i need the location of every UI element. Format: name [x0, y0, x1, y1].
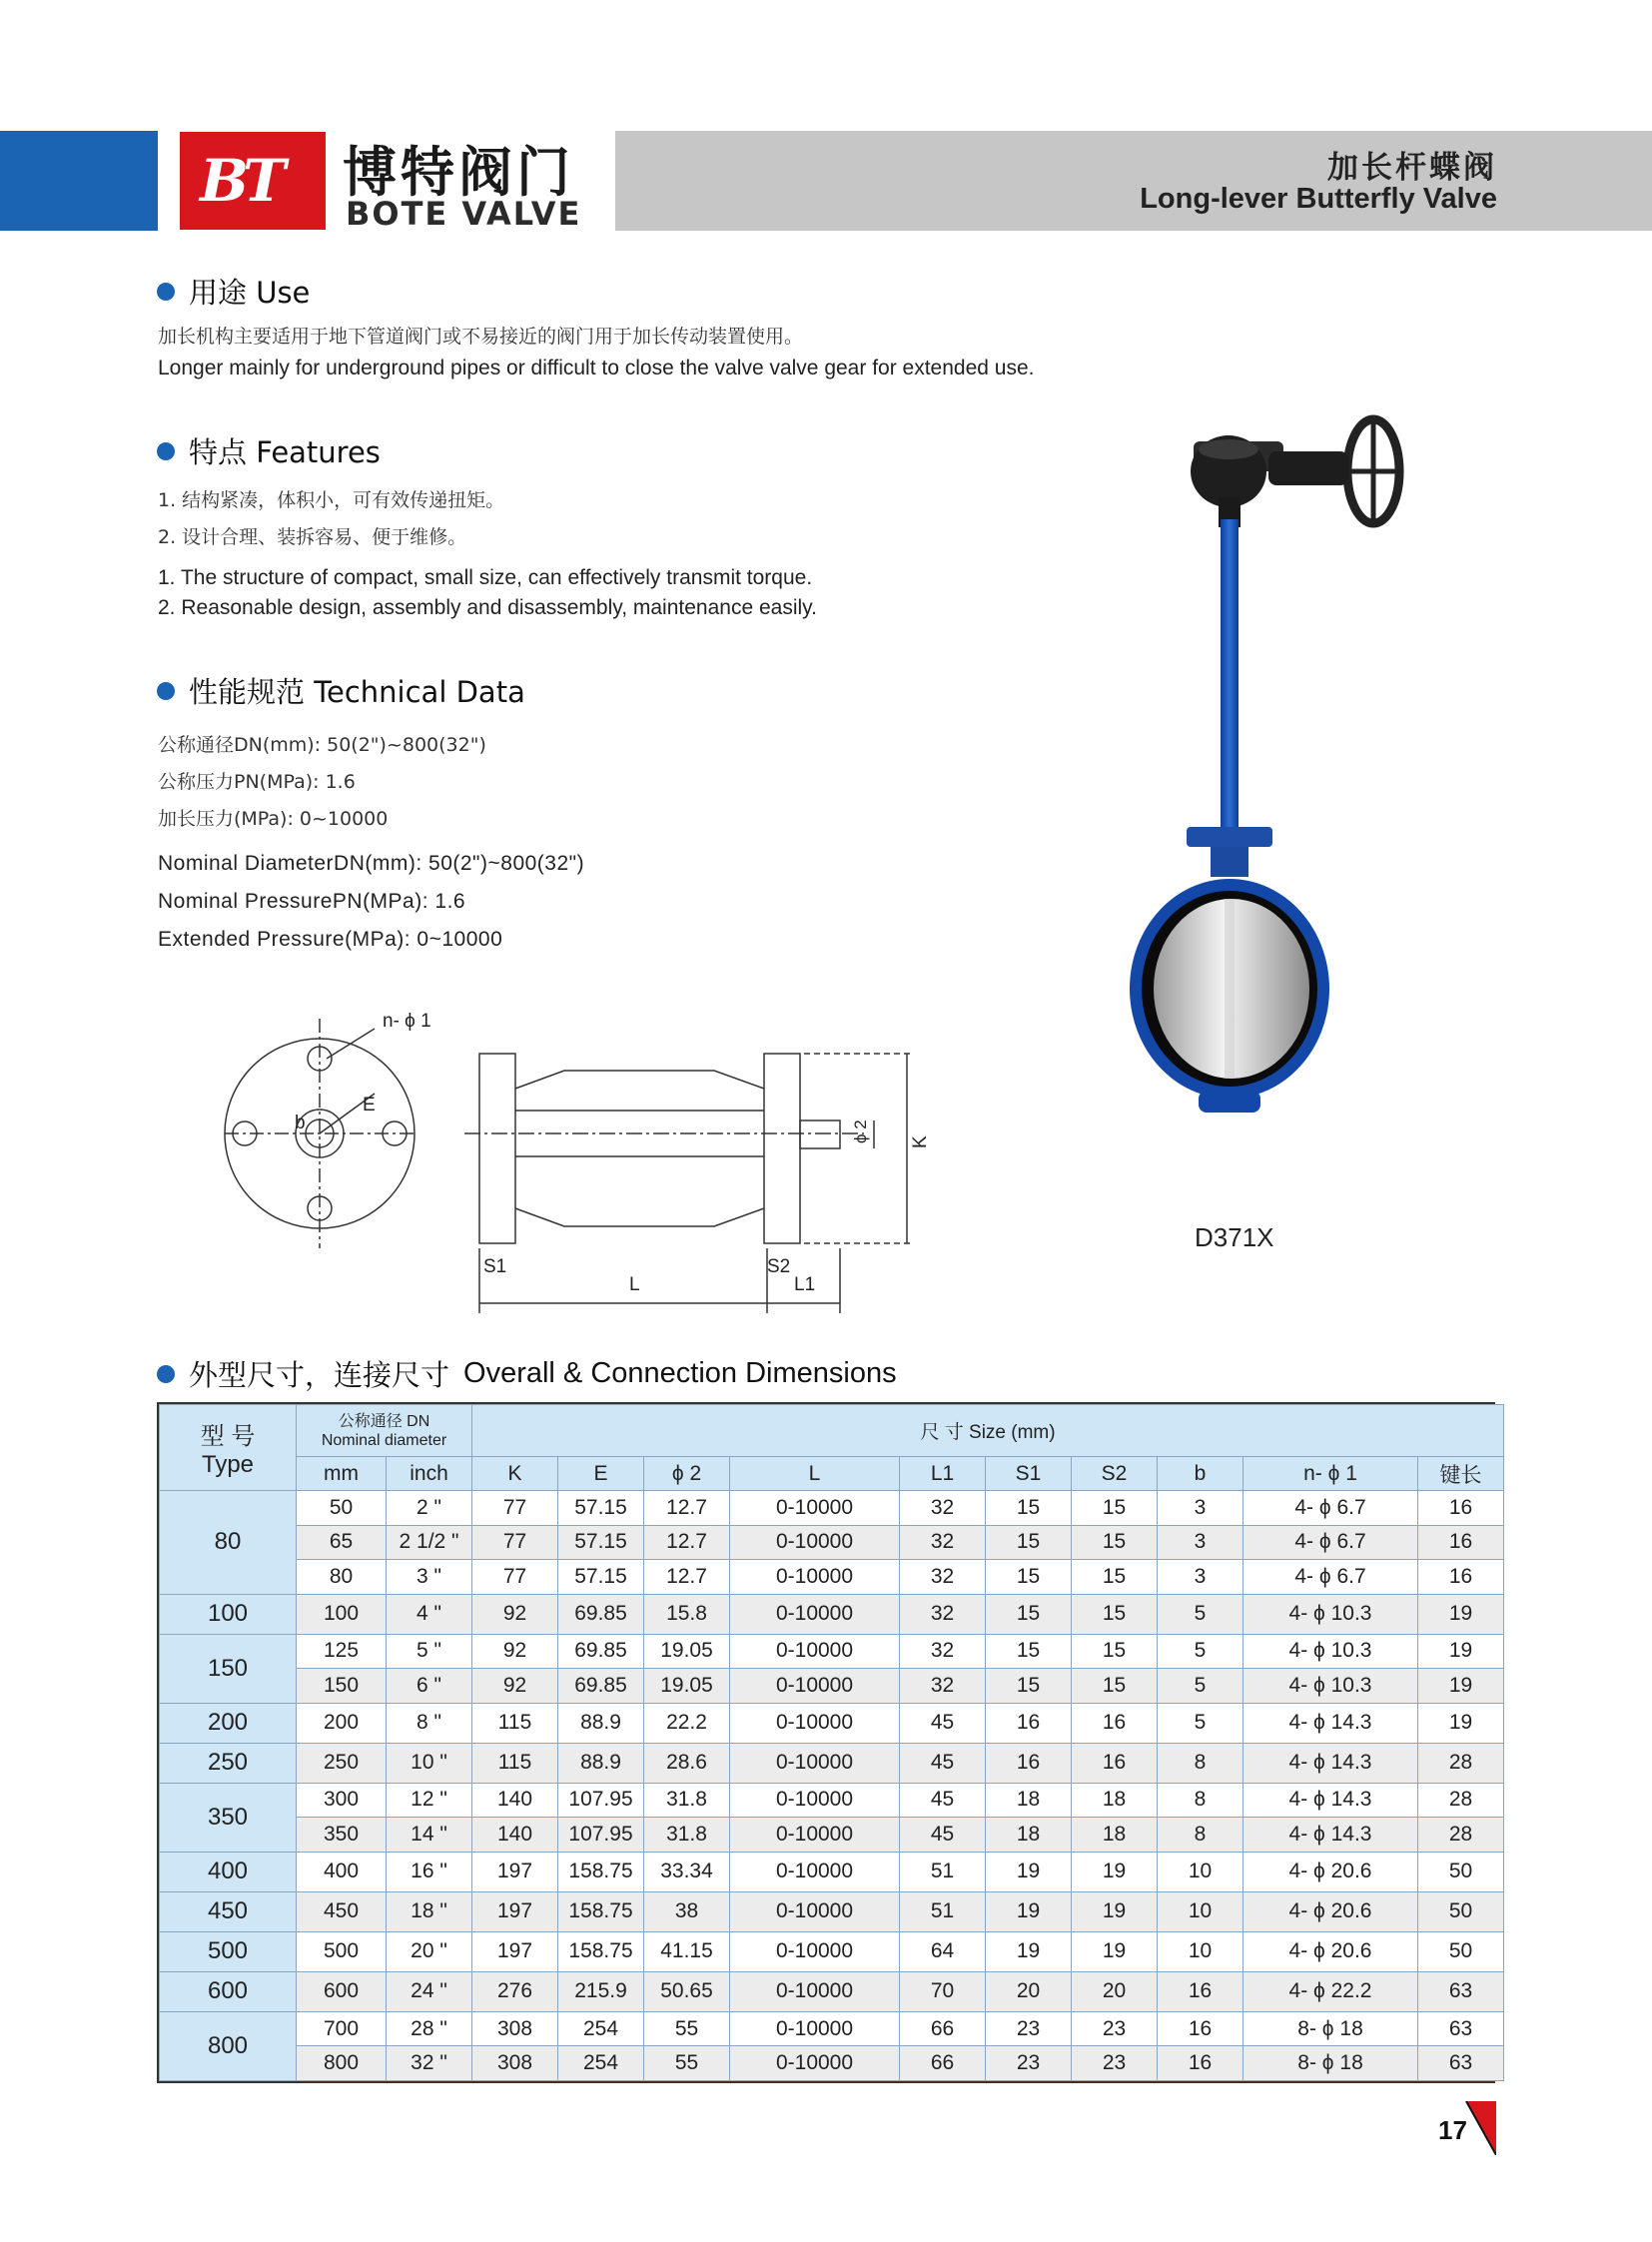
table-cell: 65 [297, 1525, 387, 1560]
table-cell: 276 [472, 1971, 558, 2011]
table-cell: 22.2 [644, 1703, 730, 1743]
table-cell: 28 [1418, 1783, 1504, 1818]
type-cell: 80 [160, 1491, 297, 1595]
product-title-cn: 加长杆蝶阀 [1327, 150, 1497, 186]
table-cell: 92 [472, 1634, 558, 1669]
table-cell: 16 [986, 1703, 1072, 1743]
tech-line-en: Nominal PressurePN(MPa): 1.6 [158, 890, 466, 913]
table-row [160, 1594, 1504, 1634]
table-cell: 5 [1158, 1669, 1243, 1704]
bullet-icon [157, 682, 175, 700]
dn-header [297, 1405, 472, 1457]
table-cell: 0-10000 [730, 1703, 900, 1743]
column-header: mm [297, 1457, 387, 1491]
dn-header-en: Nominal diameter [321, 1431, 447, 1449]
table-cell: 19 [1418, 1669, 1504, 1704]
label-S1: S1 [483, 1256, 507, 1277]
dimensions-heading-cn: 外型尺寸，连接尺寸 [189, 1358, 450, 1392]
table-row [160, 2011, 1504, 2046]
table-cell: 18 [986, 1818, 1072, 1853]
table-cell: 8- ϕ 18 [1243, 2011, 1418, 2046]
table-cell: 308 [472, 2046, 558, 2081]
table-cell: 15 [1072, 1594, 1158, 1634]
table-cell: 8 [1158, 1743, 1243, 1783]
tech-line-cn: 公称压力PN(MPa): 1.6 [158, 771, 356, 793]
table-row [160, 1669, 1504, 1704]
column-header: E [558, 1457, 644, 1491]
table-cell: 57.15 [558, 1560, 644, 1595]
table-cell: 215.9 [558, 1971, 644, 2011]
table-cell: 19 [1072, 1891, 1158, 1931]
brand-logo-letters: BT [200, 147, 281, 215]
table-cell: 15 [986, 1669, 1072, 1704]
table-cell: 32 " [387, 2046, 472, 2081]
table-cell: 77 [472, 1491, 558, 1526]
tech-line-en: Extended Pressure(MPa): 0~10000 [158, 928, 503, 951]
table-cell: 4- ϕ 6.7 [1243, 1525, 1418, 1560]
size-header: 尺 寸 Size (mm) [472, 1405, 1504, 1457]
section-features [157, 430, 381, 471]
table-row [160, 1971, 1504, 2011]
column-header: inch [387, 1457, 472, 1491]
table-cell: 19 [1072, 1931, 1158, 1971]
table-cell: 700 [297, 2011, 387, 2046]
type-header [160, 1405, 297, 1491]
use-text-cn: 加长机构主要适用于地下管道阀门或不易接近的阀门用于加长传动装置使用。 [158, 326, 804, 348]
type-cell: 500 [160, 1931, 297, 1971]
table-cell: 15 [986, 1594, 1072, 1634]
table-cell: 600 [297, 1971, 387, 2011]
table-cell: 28 [1418, 1818, 1504, 1853]
table-cell: 63 [1418, 1971, 1504, 2011]
use-text-en: Longer mainly for underground pipes or difficult to close the valve valve gear for extended use. [158, 357, 1035, 379]
label-n-phi1: n- ϕ 1 [383, 1011, 431, 1032]
table-cell: 15 [1072, 1669, 1158, 1704]
table-cell: 140 [472, 1818, 558, 1853]
table-cell: 14 " [387, 1818, 472, 1853]
table-cell: 15 [986, 1560, 1072, 1595]
table-cell: 51 [900, 1891, 986, 1931]
table-cell: 4- ϕ 22.2 [1243, 1971, 1418, 2011]
dimensions-table [157, 1402, 1495, 2083]
feature-item-cn: 2. 设计合理、装拆容易、便于维修。 [158, 526, 467, 548]
table-cell: 64 [900, 1931, 986, 1971]
stem-flange [1187, 827, 1272, 847]
table-cell: 92 [472, 1669, 558, 1704]
table-cell: 33.34 [644, 1852, 730, 1891]
table-cell: 308 [472, 2011, 558, 2046]
column-header: L1 [900, 1457, 986, 1491]
table-cell: 12.7 [644, 1491, 730, 1526]
table-cell: 32 [900, 1491, 986, 1526]
table-cell: 19 [1072, 1852, 1158, 1891]
table-cell: 66 [900, 2011, 986, 2046]
table-cell: 0-10000 [730, 1783, 900, 1818]
table-cell: 16 [1418, 1525, 1504, 1560]
table-cell: 19 [1418, 1594, 1504, 1634]
page-number: 17 [1438, 2115, 1467, 2145]
type-header-en: Type [201, 1451, 255, 1478]
table-cell: 50 [1418, 1891, 1504, 1931]
table-cell: 28 [1418, 1743, 1504, 1783]
label-L: L [629, 1274, 640, 1295]
column-header: n- ϕ 1 [1243, 1457, 1418, 1491]
table-cell: 200 [297, 1703, 387, 1743]
dn-header-cn: 公称通径 DN [338, 1412, 430, 1430]
table-cell: 3 [1158, 1491, 1243, 1526]
table-cell: 15 [986, 1525, 1072, 1560]
type-cell: 100 [160, 1594, 297, 1634]
product-photo [1119, 379, 1418, 1178]
table-cell: 4- ϕ 6.7 [1243, 1560, 1418, 1595]
table-cell: 0-10000 [730, 1891, 900, 1931]
table-cell: 197 [472, 1852, 558, 1891]
label-L1: L1 [794, 1274, 816, 1295]
table-cell: 15.8 [644, 1594, 730, 1634]
table-cell: 115 [472, 1743, 558, 1783]
table-cell: 500 [297, 1931, 387, 1971]
table-cell: 0-10000 [730, 1818, 900, 1853]
table-cell: 16 [1418, 1491, 1504, 1526]
table-cell: 57.15 [558, 1491, 644, 1526]
bullet-icon [157, 1365, 175, 1383]
table-cell: 16 [986, 1743, 1072, 1783]
table-cell: 20 [1072, 1971, 1158, 2011]
table-cell: 5 " [387, 1634, 472, 1669]
table-cell: 100 [297, 1594, 387, 1634]
table-cell: 158.75 [558, 1931, 644, 1971]
column-header: b [1158, 1457, 1243, 1491]
table-cell: 16 [1158, 2046, 1243, 2081]
table-cell: 0-10000 [730, 2011, 900, 2046]
table-cell: 0-10000 [730, 1594, 900, 1634]
tech-line-en: Nominal DiameterDN(mm): 50(2")~800(32") [158, 852, 585, 875]
column-header: 键长 [1418, 1457, 1504, 1491]
table-cell: 4- ϕ 20.6 [1243, 1891, 1418, 1931]
table-cell: 16 [1072, 1743, 1158, 1783]
table-cell: 88.9 [558, 1743, 644, 1783]
table-cell: 197 [472, 1931, 558, 1971]
table-cell: 15 [1072, 1491, 1158, 1526]
label-phi2: ϕ 2 [851, 1120, 870, 1143]
table-cell: 0-10000 [730, 1525, 900, 1560]
section-features-heading: 特点 Features [189, 435, 381, 469]
table-cell: 19 [986, 1852, 1072, 1891]
type-cell: 400 [160, 1852, 297, 1891]
section-technical [157, 670, 525, 711]
table-row [160, 1783, 1504, 1818]
table-cell: 800 [297, 2046, 387, 2081]
table-cell: 0-10000 [730, 1669, 900, 1704]
table-cell: 8 " [387, 1703, 472, 1743]
type-cell: 450 [160, 1891, 297, 1931]
table-cell: 0-10000 [730, 1491, 900, 1526]
table-cell: 16 " [387, 1852, 472, 1891]
label-S2: S2 [767, 1256, 791, 1277]
table-cell: 20 " [387, 1931, 472, 1971]
feature-item-cn: 1. 结构紧凑，体积小，可有效传递扭矩。 [158, 489, 505, 511]
table-cell: 32 [900, 1560, 986, 1595]
table-cell: 5 [1158, 1594, 1243, 1634]
table-cell: 4- ϕ 20.6 [1243, 1931, 1418, 1971]
table-cell: 45 [900, 1743, 986, 1783]
table-cell: 10 [1158, 1931, 1243, 1971]
header-blue-block [0, 131, 158, 231]
table-cell: 69.85 [558, 1669, 644, 1704]
table-cell: 0-10000 [730, 1852, 900, 1891]
side-section-view [464, 1054, 914, 1313]
table-cell: 32 [900, 1669, 986, 1704]
table-cell: 0-10000 [730, 1634, 900, 1669]
table-cell: 19 [1418, 1703, 1504, 1743]
table-cell: 24 " [387, 1971, 472, 2011]
table-cell: 28.6 [644, 1743, 730, 1783]
table-cell: 15 [986, 1491, 1072, 1526]
table-cell: 63 [1418, 2046, 1504, 2081]
column-header: ϕ 2 [644, 1457, 730, 1491]
brand-name-en: BOTE VALVE [346, 195, 582, 233]
technical-drawing [215, 999, 984, 1318]
table-cell: 12.7 [644, 1525, 730, 1560]
table-cell: 15 [1072, 1634, 1158, 1669]
tech-line-cn: 公称通径DN(mm): 50(2")~800(32") [158, 734, 486, 756]
table-cell: 10 [1158, 1852, 1243, 1891]
table-cell: 16 [1418, 1560, 1504, 1595]
table-cell: 6 " [387, 1669, 472, 1704]
label-K: K [910, 1135, 931, 1148]
tech-line-cn: 加长压力(MPa): 0~10000 [158, 808, 389, 830]
table-cell: 12 " [387, 1783, 472, 1818]
table-cell: 28 " [387, 2011, 472, 2046]
table-cell: 0-10000 [730, 1743, 900, 1783]
table-cell: 0-10000 [730, 1971, 900, 2011]
table-cell: 2 " [387, 1491, 472, 1526]
table-cell: 197 [472, 1891, 558, 1931]
label-E: E [363, 1095, 376, 1116]
table-cell: 8 [1158, 1818, 1243, 1853]
type-cell: 200 [160, 1703, 297, 1743]
dimensions-heading-en: Overall & Connection Dimensions [463, 1357, 897, 1389]
table-cell: 4- ϕ 10.3 [1243, 1669, 1418, 1704]
section-use [157, 271, 310, 312]
table-cell: 31.8 [644, 1783, 730, 1818]
table-cell: 69.85 [558, 1634, 644, 1669]
table-cell: 23 [986, 2011, 1072, 2046]
table-cell: 16 [1158, 1971, 1243, 2011]
table-cell: 4- ϕ 14.3 [1243, 1743, 1418, 1783]
table-cell: 66 [900, 2046, 986, 2081]
type-header-cn: 型 号 [200, 1423, 256, 1450]
table-cell: 107.95 [558, 1783, 644, 1818]
table-cell: 50 [297, 1491, 387, 1526]
table-cell: 19 [1418, 1634, 1504, 1669]
gearbox-icon [1191, 435, 1348, 527]
table-cell: 5 [1158, 1634, 1243, 1669]
column-header: S2 [1072, 1457, 1158, 1491]
table-cell: 92 [472, 1594, 558, 1634]
feature-item-en: 2. Reasonable design, assembly and disassembly, maintenance easily. [158, 596, 817, 619]
table-cell: 15 [1072, 1525, 1158, 1560]
extension-stem [1221, 519, 1239, 829]
table-cell: 254 [558, 2046, 644, 2081]
table-cell: 400 [297, 1852, 387, 1891]
valve-body-icon [1130, 879, 1329, 1113]
type-cell: 800 [160, 2011, 297, 2080]
table-cell: 32 [900, 1634, 986, 1669]
table-cell: 8- ϕ 18 [1243, 2046, 1418, 2081]
table-cell: 10 [1158, 1891, 1243, 1931]
table-row [160, 1491, 1504, 1526]
type-cell: 600 [160, 1971, 297, 2011]
table-cell: 19 [986, 1891, 1072, 1931]
section-dimensions [157, 1353, 897, 1394]
table-cell: 32 [900, 1594, 986, 1634]
table-cell: 50 [1418, 1931, 1504, 1971]
page-corner-mark-icon [1462, 2101, 1496, 2155]
section-technical-heading: 性能规范 Technical Data [189, 675, 525, 709]
bullet-icon [157, 283, 175, 301]
table-cell: 158.75 [558, 1891, 644, 1931]
table-cell: 55 [644, 2011, 730, 2046]
table-cell: 0-10000 [730, 2046, 900, 2081]
brand-name-cn: 博特阀门 [343, 141, 574, 204]
table-cell: 4- ϕ 20.6 [1243, 1852, 1418, 1891]
table-cell: 140 [472, 1783, 558, 1818]
table-cell: 69.85 [558, 1594, 644, 1634]
front-view-flange [225, 1019, 414, 1248]
table-cell: 3 [1158, 1525, 1243, 1560]
table-cell: 50.65 [644, 1971, 730, 2011]
product-model-label: D371X [1195, 1222, 1274, 1252]
table-cell: 4- ϕ 10.3 [1243, 1594, 1418, 1634]
type-cell: 150 [160, 1634, 297, 1703]
column-header: K [472, 1457, 558, 1491]
table-cell: 16 [1158, 2011, 1243, 2046]
brand-logo [180, 132, 326, 230]
table-cell: 63 [1418, 2011, 1504, 2046]
table-cell: 12.7 [644, 1560, 730, 1595]
table-cell: 250 [297, 1743, 387, 1783]
table-cell: 50 [1418, 1852, 1504, 1891]
table-cell: 80 [297, 1560, 387, 1595]
type-cell: 350 [160, 1783, 297, 1852]
table-cell: 57.15 [558, 1525, 644, 1560]
table-cell: 254 [558, 2011, 644, 2046]
table-cell: 32 [900, 1525, 986, 1560]
table-cell: 70 [900, 1971, 986, 2011]
table-cell: 16 [1072, 1703, 1158, 1743]
table-cell: 115 [472, 1703, 558, 1743]
table-cell: 4- ϕ 6.7 [1243, 1491, 1418, 1526]
table-cell: 4 " [387, 1594, 472, 1634]
table-cell: 15 [1072, 1560, 1158, 1595]
column-header: L [730, 1457, 900, 1491]
table-cell: 19 [986, 1931, 1072, 1971]
table-cell: 51 [900, 1852, 986, 1891]
table-cell: 38 [644, 1891, 730, 1931]
table-cell: 5 [1158, 1703, 1243, 1743]
table-cell: 0-10000 [730, 1931, 900, 1971]
table-cell: 18 [1072, 1818, 1158, 1853]
table-row [160, 1891, 1504, 1931]
feature-item-en: 1. The structure of compact, small size, can effectively transmit torque. [158, 566, 813, 589]
table-cell: 4- ϕ 14.3 [1243, 1783, 1418, 1818]
table-cell: 18 [986, 1783, 1072, 1818]
table-cell: 107.95 [558, 1818, 644, 1853]
table-cell: 4- ϕ 14.3 [1243, 1818, 1418, 1853]
table-cell: 77 [472, 1525, 558, 1560]
table-row [160, 1634, 1504, 1669]
table-cell: 55 [644, 2046, 730, 2081]
table-cell: 300 [297, 1783, 387, 1818]
table-cell: 10 " [387, 1743, 472, 1783]
table-cell: 19.05 [644, 1634, 730, 1669]
table-cell: 88.9 [558, 1703, 644, 1743]
table-cell: 15 [986, 1634, 1072, 1669]
table-row [160, 1852, 1504, 1891]
table-cell: 158.75 [558, 1852, 644, 1891]
table-cell: 125 [297, 1634, 387, 1669]
table-row [160, 2046, 1504, 2081]
table-cell: 41.15 [644, 1931, 730, 1971]
table-cell: 450 [297, 1891, 387, 1931]
table-cell: 2 1/2 " [387, 1525, 472, 1560]
type-cell: 250 [160, 1743, 297, 1783]
table-row [160, 1743, 1504, 1783]
table-row [160, 1818, 1504, 1853]
section-use-heading: 用途 Use [189, 276, 311, 310]
table-cell: 3 [1158, 1560, 1243, 1595]
table-cell: 31.8 [644, 1818, 730, 1853]
table-cell: 45 [900, 1818, 986, 1853]
table-cell: 18 " [387, 1891, 472, 1931]
table-cell: 18 [1072, 1783, 1158, 1818]
table-cell: 3 " [387, 1560, 472, 1595]
table-row [160, 1560, 1504, 1595]
table-cell: 23 [986, 2046, 1072, 2081]
product-title-en: Long-lever Butterfly Valve [1140, 183, 1497, 215]
table-cell: 77 [472, 1560, 558, 1595]
table-row [160, 1931, 1504, 1971]
table-cell: 19.05 [644, 1669, 730, 1704]
bullet-icon [157, 442, 175, 460]
table-cell: 4- ϕ 14.3 [1243, 1703, 1418, 1743]
column-header: S1 [986, 1457, 1072, 1491]
table-cell: 350 [297, 1818, 387, 1853]
table-cell: 4- ϕ 10.3 [1243, 1634, 1418, 1669]
table-cell: 45 [900, 1783, 986, 1818]
table-cell: 0-10000 [730, 1560, 900, 1595]
table-cell: 23 [1072, 2011, 1158, 2046]
label-b: b [295, 1113, 306, 1133]
table-cell: 150 [297, 1669, 387, 1704]
table-row [160, 1525, 1504, 1560]
handwheel-icon [1347, 419, 1399, 523]
table-row [160, 1703, 1504, 1743]
table-cell: 8 [1158, 1783, 1243, 1818]
table-cell: 20 [986, 1971, 1072, 2011]
table-cell: 45 [900, 1703, 986, 1743]
table-cell: 23 [1072, 2046, 1158, 2081]
